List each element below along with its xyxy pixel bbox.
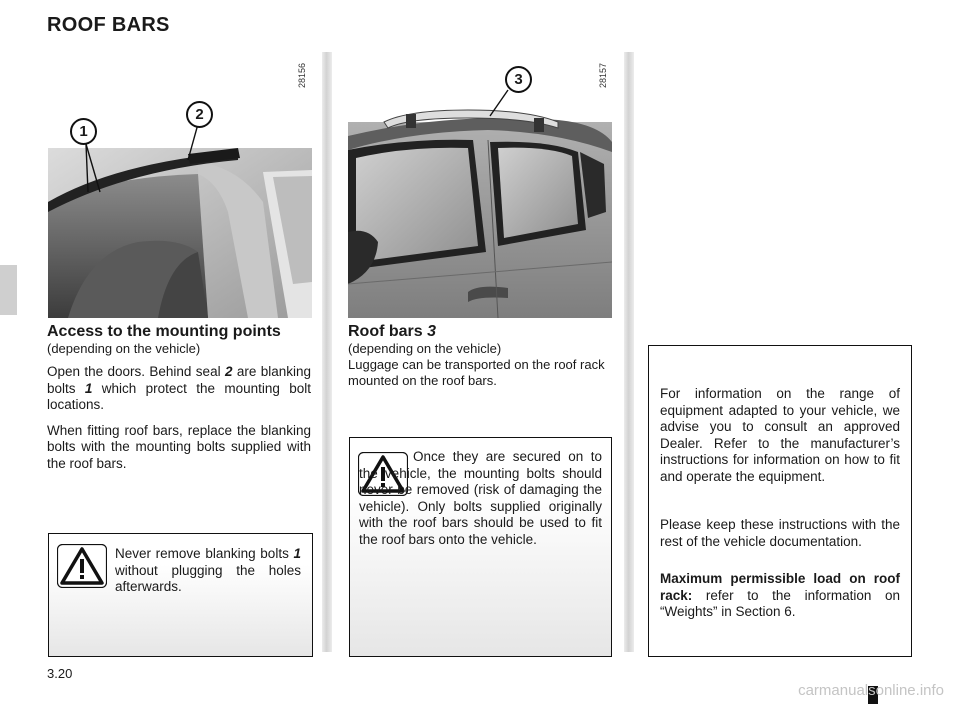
watermark[interactable]: carmanualsonline.info: [798, 682, 944, 699]
section-heading: Roof bars 3: [348, 323, 437, 340]
callout-3: 3: [505, 66, 532, 93]
max-load-label: Maximum permissible load on roof rack:: [660, 571, 900, 603]
section-tab: [0, 265, 17, 315]
warning-box-mounting-bolts: [349, 437, 612, 657]
section-access-mounting: [47, 323, 311, 472]
warning-box-blanking-bolts: [48, 533, 313, 657]
section-roof-bars: [348, 323, 614, 389]
roof-bars-illustration: [348, 52, 612, 318]
info-paragraph: For information on the range of equipment adapted to your vehicle, we advise you to consult an approved Dealer. Refer to the manufacturer’s instructions for information on how to fit and operate the equipment.: [660, 386, 900, 484]
warning-text: Never remove blanking bolts 1 without plugging the holes afterwards.: [115, 546, 301, 594]
page-number: 3.20: [47, 666, 73, 681]
column-divider-right: [624, 52, 634, 652]
info-box-equipment: [648, 345, 912, 657]
ref-3: 3: [427, 323, 437, 340]
paragraph: When fitting roof bars, replace the blanking bolts with the mounting bolts supplied with the roof bars.: [47, 422, 311, 471]
figure-roof-bars: [348, 52, 612, 318]
section-heading: Access to the mounting points: [47, 323, 281, 340]
info-paragraph: Maximum permissible load on roof rack: refer to the information on “Weights” in Section 6.: [660, 571, 900, 619]
page-title: ROOF BARS: [47, 14, 170, 36]
column-divider-left: [322, 52, 332, 652]
section-subheading: (depending on the vehicle): [47, 341, 201, 356]
ref-2: 2: [224, 364, 233, 379]
ref-1: 1: [293, 546, 301, 561]
callout-2: 2: [186, 101, 213, 128]
section-subheading: (depending on the vehicle): [348, 341, 502, 356]
figure-door-seal: [48, 52, 312, 318]
door-seal-illustration: [48, 52, 312, 318]
info-paragraph: Please keep these instructions with the rest of the vehicle documentation.: [660, 517, 900, 549]
paragraph: Luggage can be transported on the roof rack mounted on the roof bars.: [348, 357, 605, 388]
paragraph: Open the doors. Behind seal 2 are blanking bolts 1 which protect the mounting bolt locations.: [47, 364, 311, 412]
figure-code-left: 28156: [297, 62, 307, 88]
ref-1: 1: [84, 380, 93, 396]
warning-triangle-icon: [57, 544, 107, 588]
warning-text: Once they are secured on to the vehicle, the mounting bolts should never be removed (risk of damaging the vehicle). Only bolts supplied originally with the roof bars should be used to fit the roof bars onto the vehicle.: [359, 449, 602, 547]
callout-1: 1: [70, 118, 97, 145]
figure-code-right: 28157: [598, 62, 608, 88]
